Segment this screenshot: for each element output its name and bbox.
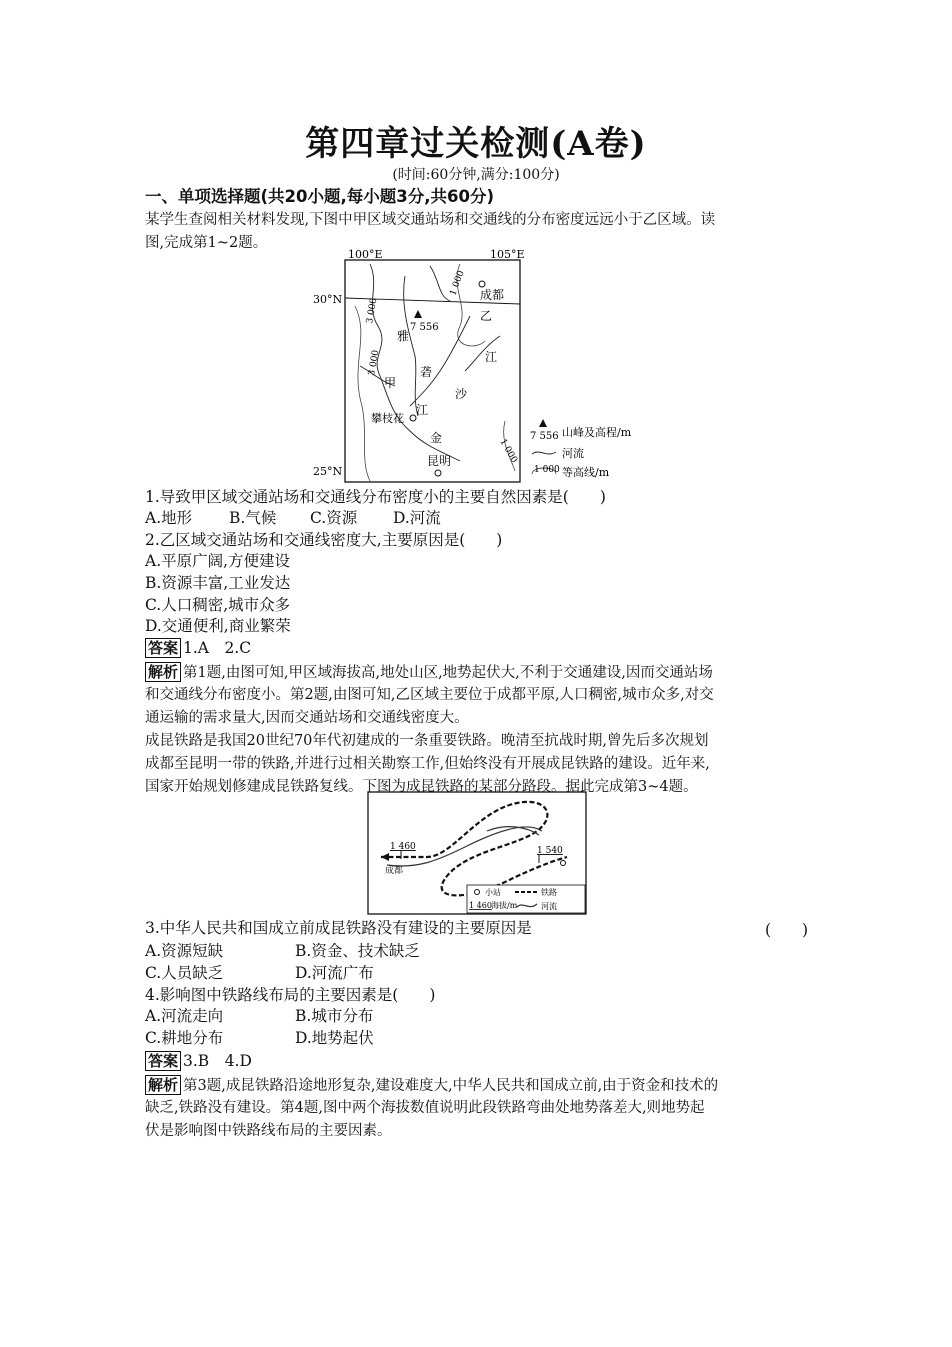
question-4: 4.影响图中铁路线布局的主要因素是( ) (145, 986, 436, 1004)
legend-label: 河流 (562, 447, 584, 460)
region-map (300, 246, 660, 486)
legend-value: 7 556 (530, 431, 559, 442)
city-label: 昆明 (427, 454, 452, 468)
city-dot (435, 470, 441, 476)
legend-value: 1 000 (534, 465, 560, 475)
region-label: 甲 (384, 376, 397, 390)
option: D.交通便利,商业繁荣 (145, 617, 291, 635)
legend-label: 等高线/m (562, 466, 610, 479)
analysis-row (145, 1075, 718, 1096)
legend-label: 河流 (541, 902, 557, 911)
analysis-text: 缺乏,铁路没有建设。第4题,图中两个海拔数值说明此段铁路弯曲处地势落差大,则地势起 (145, 1100, 705, 1116)
option: B.资源丰富,工业发达 (145, 574, 291, 592)
page-title: 第四章过关检测(A卷) (305, 124, 647, 164)
city-dot (479, 281, 485, 287)
question-3: 3.中华人民共和国成立前成昆铁路没有建设的主要原因是 (145, 919, 532, 937)
contour-label: 3 000 (367, 349, 382, 377)
option: A.平原广阔,方便建设 (145, 552, 291, 570)
option: C.资源 (310, 509, 358, 527)
lon-label: 105°E (490, 248, 525, 261)
page-subtitle: (时间:60分钟,满分:100分) (392, 167, 560, 183)
legend-label: 山峰及高程/m (562, 426, 632, 439)
answer-blank: ( ) (765, 921, 809, 939)
railway-map (367, 791, 587, 915)
legend-label: 铁路 (541, 888, 557, 897)
answer-label: 答案 (145, 1051, 181, 1071)
river-label: 砻 (420, 365, 433, 379)
option: D.地势起伏 (295, 1029, 374, 1047)
answer-row (145, 638, 251, 658)
legend-river-icon (532, 452, 556, 454)
city-label: 攀枝花 (371, 412, 404, 425)
option: B.资金、技术缺乏 (295, 942, 420, 960)
contour-label: 3 000 (365, 297, 380, 325)
answer-row (145, 1051, 252, 1071)
question-1: 1.导致甲区域交通站场和交通线分布密度小的主要自然因素是( ) (145, 488, 606, 506)
contour-label: 1 000 (497, 437, 519, 465)
lat-label: 25°N (313, 465, 343, 478)
elevation-label: 1 460 (390, 842, 416, 852)
answer-text: 3.B 4.D (183, 1052, 252, 1070)
analysis-text: 第3题,成昆铁路沿途地形复杂,建设难度大,中华人民共和国成立前,由于资金和技术的 (183, 1078, 719, 1094)
intro-paragraph: 某学生查阅相关材料发现,下图中甲区域交通站场和交通线的分布密度远远小于乙区域。读 (145, 212, 716, 228)
option: A.资源短缺 (145, 942, 224, 960)
question-2: 2.乙区域交通站场和交通线密度大,主要原因是( ) (145, 531, 503, 549)
river-label: 沙 (455, 387, 468, 401)
option: C.人员缺乏 (145, 964, 224, 982)
river-label: 雅 (397, 329, 410, 343)
legend-label: 小站 (485, 888, 501, 897)
analysis-text: 通运输的需求量大,因而交通站场和交通线密度大。 (145, 710, 469, 726)
analysis-text: 伏是影响图中铁路线布局的主要因素。 (145, 1123, 392, 1139)
contour-label: 1 000 (448, 269, 467, 298)
region-label: 乙 (480, 309, 493, 323)
option: B.城市分布 (295, 1007, 374, 1025)
option: B.气候 (229, 509, 277, 527)
analysis-row (145, 662, 713, 683)
station-dot (561, 861, 566, 866)
option: C.耕地分布 (145, 1029, 224, 1047)
intro-paragraph: 国家开始规划修建成昆铁路复线。下图为成昆铁路的某部分路段。据此完成第3~4题。 (145, 779, 698, 795)
river-label: 江 (485, 350, 498, 364)
option: A.地形 (145, 509, 193, 527)
city-label: 成都 (385, 866, 404, 876)
option: D.河流 (393, 509, 441, 527)
option: C.人口稠密,城市众多 (145, 596, 291, 614)
direction-arrow-icon (381, 853, 389, 861)
intro-paragraph: 成昆铁路是我国20世纪70年代初建成的一条重要铁路。晚清至抗战时期,曾先后多次规划 (145, 733, 709, 749)
peak-label: 7 556 (410, 322, 439, 333)
answer-label: 答案 (145, 638, 181, 658)
lon-label: 100°E (348, 248, 383, 261)
answer-text: 1.A 2.C (183, 639, 252, 657)
intro-paragraph: 图,完成第1~2题。 (145, 235, 268, 251)
lat-label: 30°N (313, 293, 343, 306)
section-heading: 一、单项选择题(共20小题,每小题3分,共60分) (145, 187, 495, 206)
legend-peak-icon (539, 419, 547, 427)
analysis-label: 解析 (145, 1075, 181, 1095)
option: D.河流广布 (295, 964, 374, 982)
elevation-label: 1 540 (537, 846, 563, 856)
intro-paragraph: 成都至昆明一带的铁路,并进行过相关勘察工作,但始终没有开展成昆铁路的建设。近年来, (145, 756, 710, 772)
option: A.河流走向 (145, 1007, 224, 1025)
river-label: 江 (416, 403, 429, 417)
peak-icon (414, 310, 422, 318)
analysis-text: 第1题,由图可知,甲区域海拔高,地处山区,地势起伏大,不利于交通建设,因而交通站场 (183, 665, 713, 681)
analysis-label: 解析 (145, 662, 181, 682)
city-dot (410, 415, 416, 421)
river-label: 金 (430, 431, 443, 445)
legend-label: 海拔/m (491, 901, 518, 910)
analysis-text: 和交通线分布密度小。第2题,由图可知,乙区域主要位于成都平原,人口稠密,城市众多,对交 (145, 687, 714, 703)
city-label: 成都 (480, 288, 505, 302)
legend-value: 1 460 (469, 901, 492, 910)
